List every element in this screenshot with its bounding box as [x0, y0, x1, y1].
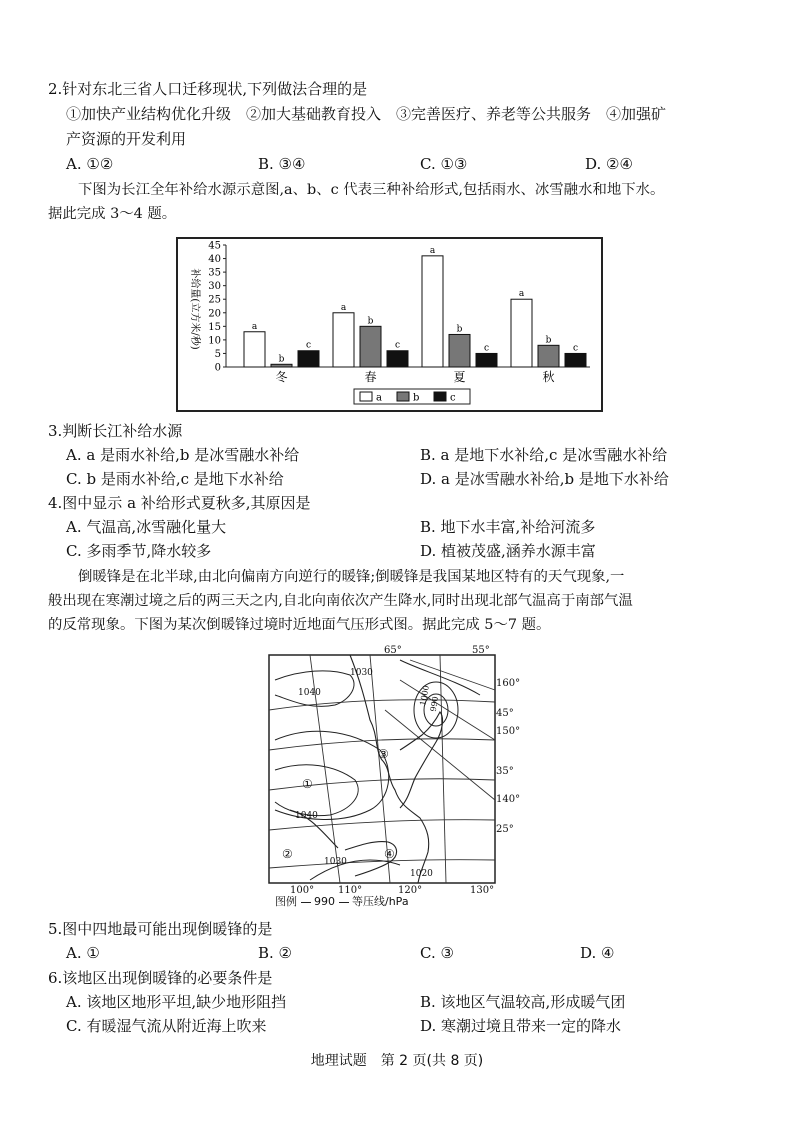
bar-c	[387, 351, 408, 367]
bar-series-label: a	[429, 245, 436, 256]
legend-label: c	[450, 392, 456, 404]
map-right-label: 45°	[496, 708, 514, 719]
bar-series-label: b	[367, 316, 374, 327]
map-top-label: 65°	[384, 645, 402, 656]
q3-stem: 3.判断长江补给水源	[48, 422, 183, 440]
y-tick-label: 0	[214, 362, 221, 374]
bar-b	[271, 364, 292, 367]
x-category-label: 春	[364, 370, 377, 384]
legend-swatch-a	[360, 392, 372, 401]
intro-5-7-line3: 的反常现象。下图为某次倒暖锋过境时近地面气压形式图。据此完成 5～7 题。	[48, 617, 551, 633]
bar-series-label: c	[394, 340, 401, 351]
y-tick-label: 10	[208, 335, 221, 347]
isobar-label: 1000	[418, 684, 431, 707]
map-legend-value: 990	[314, 895, 335, 908]
y-tick-label: 25	[208, 294, 221, 306]
map-point-2: ②	[282, 847, 293, 861]
q4-option-c: C. 多雨季节,降水较多	[66, 542, 212, 560]
bar-series-label: a	[340, 302, 347, 313]
q3-option-a: A. a 是雨水补给,b 是冰雪融水补给	[66, 446, 300, 464]
y-tick-label: 30	[208, 281, 221, 293]
isobar-label: 1030	[324, 857, 347, 867]
q3-option-c: C. b 是雨水补给,c 是地下水补给	[66, 470, 284, 488]
page-footer: 地理试题 第 2 页(共 8 页)	[310, 1053, 484, 1069]
map-right-label: 35°	[496, 766, 514, 777]
map-legend-prefix: 图例	[275, 895, 297, 908]
map-right-label: 140°	[496, 794, 520, 805]
map-bottom-label: 120°	[398, 885, 423, 896]
q2-option-b: B. ③④	[258, 155, 306, 173]
q5-option-d: D. ④	[580, 944, 615, 962]
q2-stem: 2.针对东北三省人口迁移现状,下列做法合理的是	[48, 80, 368, 98]
q2-items-line1: ①加快产业结构优化升级 ②加大基础教育投入 ③完善医疗、养老等公共服务 ④加强矿	[66, 105, 667, 123]
intro-3-4-line1: 下图为长江全年补给水源示意图,a、b、c 代表三种补给形式,包括雨水、冰雪融水和地下水。	[78, 182, 665, 198]
legend-line-icon	[339, 902, 349, 903]
bar-c	[565, 353, 586, 367]
intro-5-7-line1: 倒暖锋是在北半球,由北向偏南方向逆行的暖锋;倒暖锋是我国某地区特有的天气现象,一	[78, 569, 625, 585]
bar-c	[476, 353, 497, 367]
map-bottom-label: 100°	[290, 885, 315, 896]
bar-series-label: c	[305, 340, 312, 351]
bar-series-label: c	[483, 343, 490, 354]
map-point-3: ③	[378, 747, 389, 761]
bar-series-label: a	[518, 289, 525, 300]
legend-swatch-b	[397, 392, 409, 401]
q5-stem: 5.图中四地最可能出现倒暖锋的是	[48, 920, 273, 938]
legend-label: b	[413, 392, 420, 404]
q2-option-c: C. ①③	[420, 155, 468, 173]
bar-b	[538, 345, 559, 367]
q6-option-d: D. 寒潮过境且带来一定的降水	[420, 1017, 622, 1035]
q3-option-b: B. a 是地下水补给,c 是冰雪融水补给	[420, 446, 668, 464]
isobar-label: 1030	[350, 668, 373, 678]
intro-3-4-line2: 据此完成 3～4 题。	[48, 206, 177, 222]
q3-option-d: D. a 是冰雪融水补给,b 是地下水补给	[420, 470, 669, 488]
x-category-label: 秋	[542, 370, 555, 384]
map-right-label: 160°	[496, 678, 520, 689]
pressure-map-svg	[250, 640, 520, 910]
isobar-label: 1040	[298, 688, 321, 698]
map-right-label: 25°	[496, 824, 514, 835]
map-point-1: ①	[302, 777, 313, 791]
q2-option-a: A. ①②	[66, 155, 114, 173]
y-tick-label: 35	[208, 267, 221, 279]
y-tick-label: 15	[208, 321, 221, 333]
q6-option-b: B. 该地区气温较高,形成暖气团	[420, 993, 626, 1011]
map-right-label: 150°	[496, 726, 520, 737]
q4-option-a: A. 气温高,冰雪融化量大	[66, 518, 227, 536]
q6-option-c: C. 有暖湿气流从附近海上吹来	[66, 1017, 267, 1035]
bar-series-label: b	[278, 354, 285, 365]
map-point-4: ④	[384, 847, 395, 861]
map-legend	[275, 895, 409, 909]
q5-option-c: C. ③	[420, 944, 454, 962]
bar-a	[244, 332, 265, 367]
y-tick-label: 5	[214, 348, 221, 360]
chart-ylabel: 补给量(立方米/秒)	[189, 268, 200, 350]
map-bottom-label: 110°	[338, 885, 363, 896]
q4-option-b: B. 地下水丰富,补给河流多	[420, 518, 596, 536]
q6-option-a: A. 该地区地形平坦,缺少地形阻挡	[66, 993, 287, 1011]
q2-items-line2: 产资源的开发利用	[66, 130, 187, 148]
legend-swatch-c	[434, 392, 446, 401]
map-top-label: 55°	[472, 645, 490, 656]
legend-line-icon	[301, 902, 311, 903]
y-tick-label: 40	[208, 254, 221, 266]
bar-series-label: b	[456, 324, 463, 335]
map-bottom-label: 130°	[470, 885, 495, 896]
q5-option-a: A. ①	[66, 944, 100, 962]
y-tick-label: 45	[208, 240, 221, 252]
supply-chart-svg	[178, 239, 601, 410]
q5-option-b: B. ②	[258, 944, 293, 962]
bar-b	[360, 326, 381, 367]
legend-label: a	[376, 392, 382, 404]
isobar-label: 990	[428, 695, 441, 713]
intro-5-7-line2: 般出现在寒潮过境之后的两三天之内,自北向南依次产生降水,同时出现北部气温高于南部气温	[48, 593, 633, 609]
y-tick-label: 20	[208, 308, 221, 320]
q4-stem: 4.图中显示 a 补给形式夏秋多,其原因是	[48, 494, 311, 512]
supply-chart	[176, 237, 603, 412]
q6-stem: 6.该地区出现倒暖锋的必要条件是	[48, 969, 273, 987]
bar-a	[511, 299, 532, 367]
isobar-label: 1020	[410, 869, 433, 879]
bar-series-label: c	[572, 343, 579, 354]
bar-series-label: a	[251, 321, 258, 332]
bar-series-label: b	[545, 335, 552, 346]
q4-option-d: D. 植被茂盛,涵养水源丰富	[420, 542, 596, 560]
bar-b	[449, 334, 470, 367]
bar-c	[298, 351, 319, 367]
pressure-map	[250, 640, 520, 910]
x-category-label: 冬	[275, 370, 288, 384]
map-legend-suffix: 等压线/hPa	[352, 895, 409, 908]
bar-a	[422, 256, 443, 367]
x-category-label: 夏	[453, 370, 466, 384]
bar-a	[333, 313, 354, 367]
q2-option-d: D. ②④	[585, 155, 633, 173]
isobar-label: 1040	[295, 811, 318, 821]
